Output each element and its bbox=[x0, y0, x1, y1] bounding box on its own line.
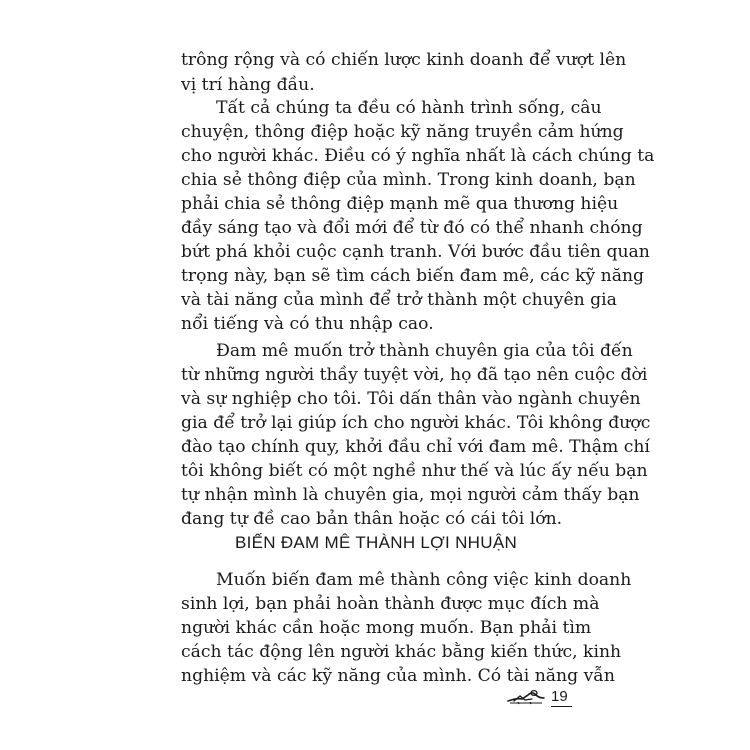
text-line: tôi không biết có một nghề như thế và lúc ấy nếu bạn bbox=[181, 461, 648, 481]
text-line: và tài năng của mình để trở thành một chuyên gia bbox=[181, 290, 617, 310]
text-line: tự nhận mình là chuyên gia, mọi người cảm thấy bạn bbox=[181, 485, 640, 505]
text-line: đang tự đề cao bản thân hoặc có cái tôi lớn. bbox=[181, 509, 563, 529]
text-line: và sự nghiệp cho tôi. Tôi dấn thân vào ngành chuyên bbox=[181, 389, 641, 409]
text-line: Muốn biến đam mê thành công việc kinh doanh bbox=[216, 570, 632, 590]
text-line: vị trí hàng đầu. bbox=[181, 75, 315, 95]
text-line: chia sẻ thông điệp của mình. Trong kinh doanh, bạn bbox=[181, 170, 636, 190]
reclining-figure-icon bbox=[506, 686, 546, 706]
page-number-underline bbox=[551, 706, 572, 707]
page-number: 19 bbox=[551, 688, 568, 705]
text-line: chuyện, thông điệp hoặc kỹ năng truyền cảm hứng bbox=[181, 122, 624, 142]
text-line: đào tạo chính quy, khởi đầu chỉ với đam mê. Thậm chí bbox=[181, 437, 650, 457]
text-line: từ những người thầy tuyệt vời, họ đã tạo nên cuộc đời bbox=[181, 365, 648, 385]
text-line: gia để trở lại giúp ích cho người khác. Tôi không được bbox=[181, 413, 651, 433]
text-line: sinh lợi, bạn phải hoàn thành được mục đích mà bbox=[181, 594, 600, 614]
text-line: nổi tiếng và có thu nhập cao. bbox=[181, 314, 434, 334]
text-line: bứt phá khỏi cuộc cạnh tranh. Với bước đầu tiên quan bbox=[181, 242, 650, 262]
text-line: trông rộng và có chiến lược kinh doanh để vượt lên bbox=[181, 50, 627, 70]
text-line: cách tác động lên người khác bằng kiến thức, kinh bbox=[181, 642, 622, 662]
text-line: nghiệm và các kỹ năng của mình. Có tài năng vẫn bbox=[181, 666, 615, 686]
text-line: Đam mê muốn trở thành chuyên gia của tôi đến bbox=[216, 341, 633, 361]
text-line: phải chia sẻ thông điệp mạnh mẽ qua thương hiệu bbox=[181, 194, 619, 214]
text-line: cho người khác. Điều có ý nghĩa nhất là cách chúng ta bbox=[181, 146, 655, 166]
text-line: đầy sáng tạo và đổi mới để từ đó có thể nhanh chóng bbox=[181, 218, 643, 238]
text-line: người khác cần hoặc mong muốn. Bạn phải tìm bbox=[181, 618, 592, 638]
text-line: Tất cả chúng ta đều có hành trình sống, câu bbox=[216, 98, 602, 118]
section-heading: BIẾN ĐAM MÊ THÀNH LỢI NHUẬN bbox=[234, 533, 518, 552]
text-line: trọng này, bạn sẽ tìm cách biến đam mê, các kỹ năng bbox=[181, 266, 645, 286]
